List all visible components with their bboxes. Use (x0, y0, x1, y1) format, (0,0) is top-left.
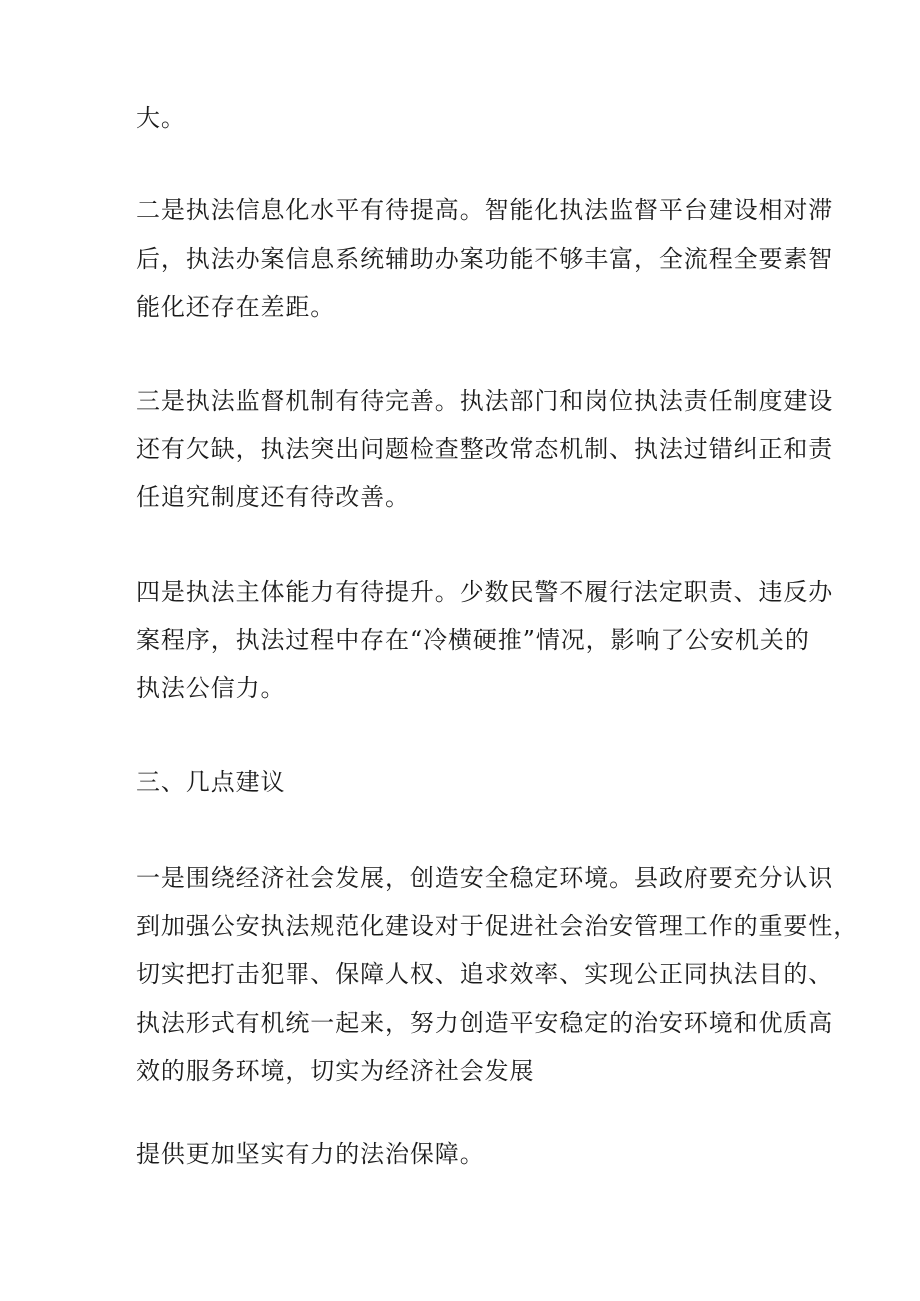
paragraph-4-line-2: 案程序，执法过程中存在“冷横硬推”情况，影响了公安机关的 (136, 626, 810, 654)
paragraph-3-line-2: 还有欠缺，执法突出问题检查整改常态机制、执法过错纠正和责 (136, 435, 834, 463)
paragraph-2-line-2: 后，执法办案信息系统辅助办案功能不够丰富，全流程全要素智 (136, 245, 834, 273)
paragraph-2-line-1: 二是执法信息化水平有待提高。智能化执法监督平台建设相对滞 (136, 196, 834, 224)
paragraph-6-line-3: 切实把打击犯罪、保障人权、追求效率、实现公正同执法目的、 (136, 960, 834, 988)
paragraph-continuation-line: 大。 (136, 104, 186, 132)
paragraph-6-line-1: 一是围绕经济社会发展，创造安全稳定环境。县政府要充分认识 (136, 864, 834, 892)
paragraph-6-line-4: 执法形式有机统一起来，努力创造平安稳定的治安环境和优质高 (136, 1009, 834, 1037)
paragraph-7-line-1: 提供更加坚实有力的法治保障。 (136, 1140, 485, 1168)
paragraph-4-line-3: 执法公信力。 (136, 674, 286, 702)
paragraph-6-line-2: 到加强公安执法规范化建设对于促进社会治安管理工作的重要性， (136, 912, 859, 940)
paragraph-3-line-1: 三是执法监督机制有待完善。执法部门和岗位执法责任制度建设 (136, 387, 834, 415)
paragraph-2-line-3: 能化还存在差距。 (136, 293, 336, 321)
paragraph-3-line-3: 任追究制度还有待改善。 (136, 483, 410, 511)
paragraph-6-line-5: 效的服务环境，切实为经济社会发展 (136, 1057, 535, 1085)
paragraph-4-line-1: 四是执法主体能力有待提升。少数民警不履行法定职责、违反办 (136, 578, 834, 606)
section-heading: 三、几点建议 (136, 768, 286, 796)
